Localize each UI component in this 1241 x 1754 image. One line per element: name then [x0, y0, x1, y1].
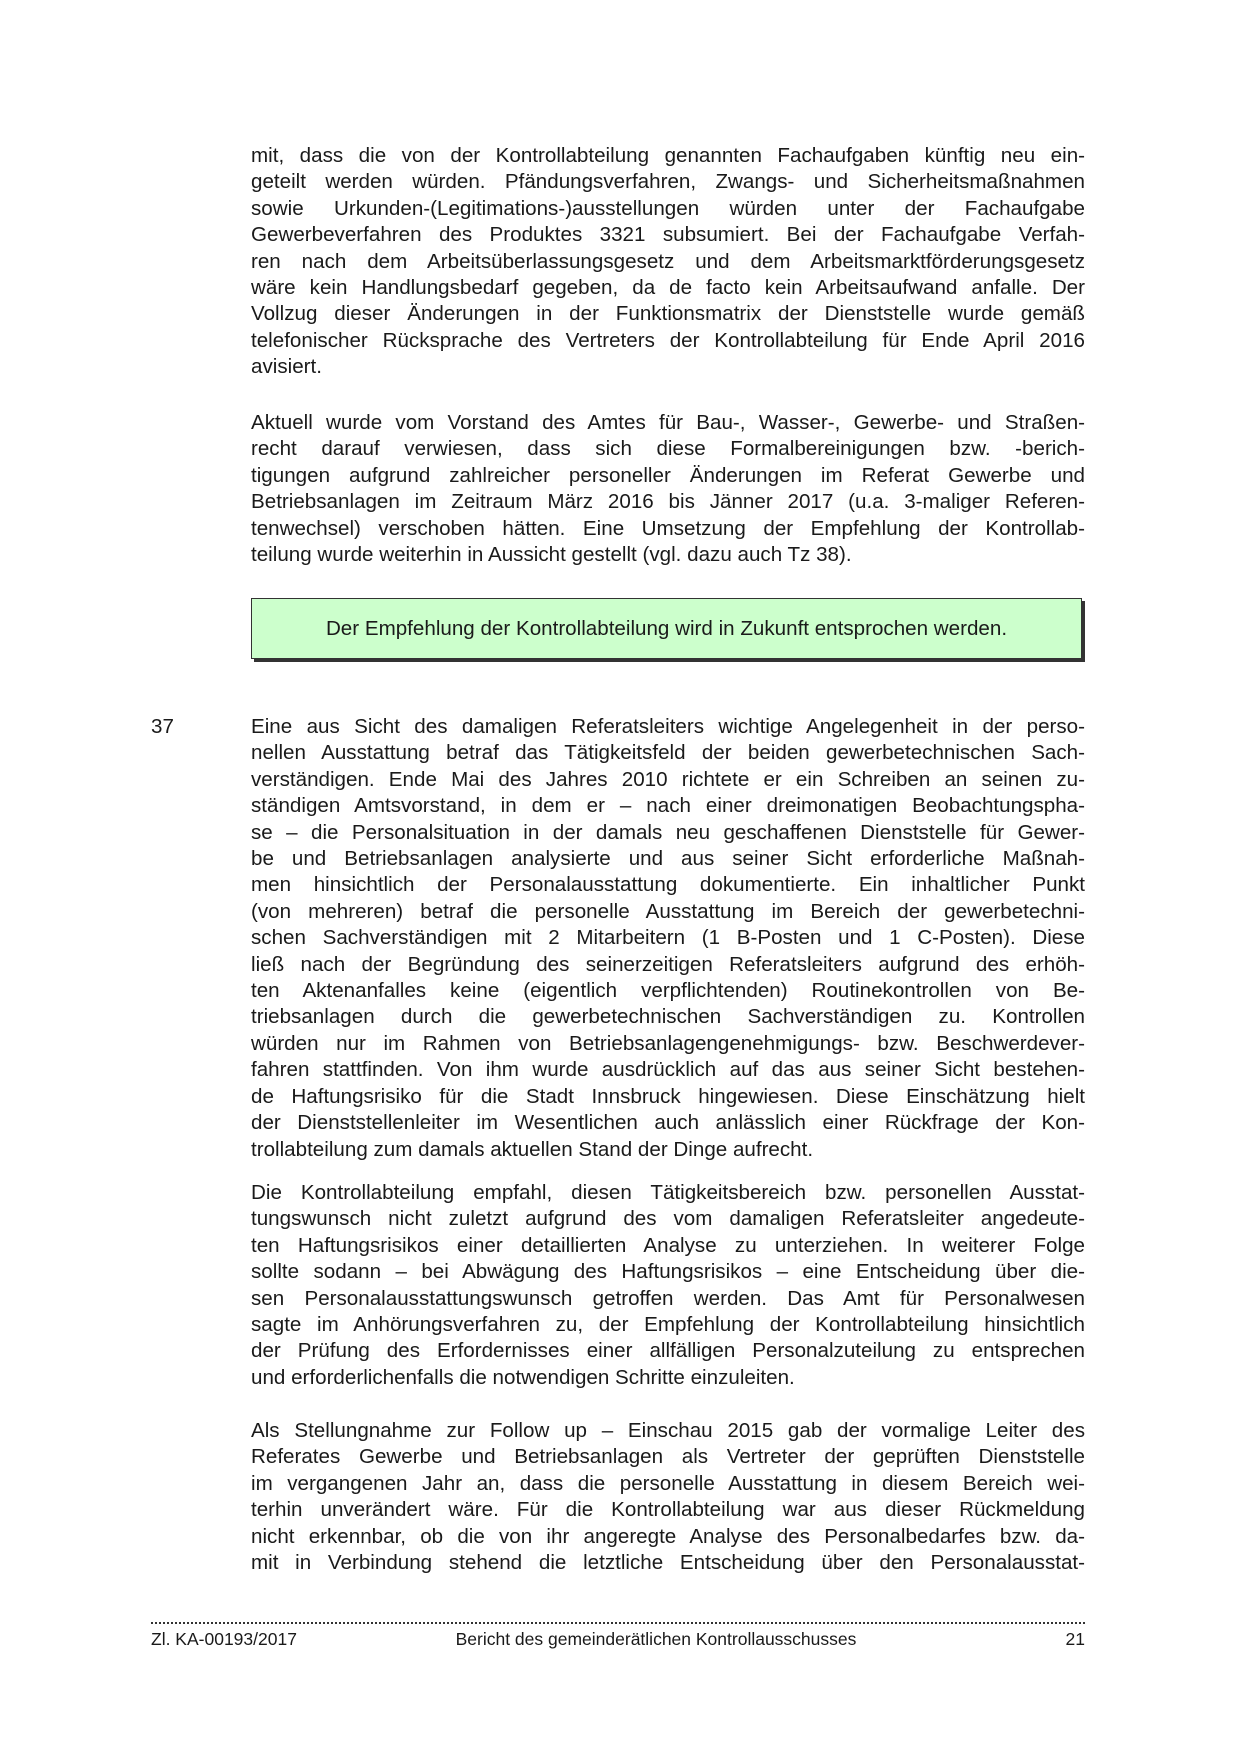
text-line: verständigen. Ende Mai des Jahres 2010 richtete er ein Schreiben an seinen zu-: [251, 767, 1085, 791]
text-line: trollabteilung zum damals aktuellen Stand der Dinge aufrecht.: [251, 1137, 814, 1161]
text-line: tenwechsel) verschoben hätten. Eine Umsetzung der Empfehlung der Kontrollab-: [251, 516, 1085, 540]
text-line: sagte im Anhörungsverfahren zu, der Empfehlung der Kontrollabteilung hinsichtlich: [251, 1313, 1085, 1337]
text-line: Gewerbeverfahren des Produktes 3321 subsumiert. Bei der Fachaufgabe Verfah-: [251, 223, 1085, 247]
text-line: ten Haftungsrisikos einer detaillierten Analyse zu unterziehen. In weiterer Folge: [251, 1233, 1085, 1257]
text-line: mit, dass die von der Kontrollabteilung genannten Fachaufgaben künftig neu ein-: [251, 144, 1085, 167]
callout-text: Der Empfehlung der Kontrollabteilung wird in Zukunft entsprochen werden.: [325, 616, 1008, 640]
text-line: ließ nach der Begründung des seinerzeitigen Referatsleiters aufgrund des erhöh-: [251, 952, 1085, 976]
text-line: der Dienststellenleiter im Wesentlichen auch anlässlich einer Rückfrage der Kon-: [251, 1111, 1085, 1135]
text-line: schen Sachverständigen mit 2 Mitarbeitern (1 B-Posten und 1 C-Posten). Diese: [251, 926, 1085, 950]
text-line: geteilt werden würden. Pfändungsverfahren, Zwangs- und Sicherheitsmaßnahmen: [251, 170, 1085, 194]
text-line: Betriebsanlagen im Zeitraum März 2016 bis Jänner 2017 (u.a. 3-maliger Referen-: [251, 490, 1085, 514]
text-line: recht darauf verwiesen, dass sich diese Formalbereinigungen bzw. -berich-: [251, 437, 1085, 461]
text-line: men hinsichtlich der Personalausstattung dokumentierte. Ein inhaltlicher Punkt: [251, 873, 1085, 897]
text-line: telefonischer Rücksprache des Vertreters der Kontrollabteilung für Ende April 2016: [251, 328, 1085, 352]
recommendation-callout: [251, 598, 1082, 659]
text-line: tigungen aufgrund zahlreicher personeller Änderungen im Referat Gewerbe und: [251, 463, 1085, 487]
text-line: avisiert.: [251, 355, 322, 379]
footer-divider: [151, 1622, 1085, 1624]
text-line: nellen Ausstattung betraf das Tätigkeitsfeld der beiden gewerbetechnischen Sach-: [251, 741, 1085, 765]
text-line: ren nach dem Arbeitsüberlassungsgesetz und dem Arbeitsmarktförderungsgesetz: [251, 249, 1085, 273]
text-line: würden nur im Rahmen von Betriebsanlagengenehmigungs- bzw. Beschwerdever-: [251, 1031, 1085, 1055]
paragraph-2: [251, 410, 1085, 568]
text-line: Referates Gewerbe und Betriebsanlagen als Vertreter der geprüften Dienststelle: [251, 1445, 1085, 1469]
text-line: Als Stellungnahme zur Follow up – Einschau 2015 gab der vormalige Leiter des: [251, 1419, 1085, 1442]
text-line: be und Betriebsanlagen analysierte und aus seiner Sicht erforderliche Maßnah-: [251, 847, 1085, 871]
text-line: wäre kein Handlungsbedarf gegeben, da de facto kein Arbeitsaufwand anfalle. Der: [251, 276, 1085, 300]
text-line: Eine aus Sicht des damaligen Referatsleiters wichtige Angelegenheit in der perso-: [251, 715, 1085, 738]
text-line: de Haftungsrisiko für die Stadt Innsbruck hingewiesen. Diese Einschätzung hielt: [251, 1084, 1085, 1108]
text-line: im vergangenen Jahr an, dass die personelle Ausstattung in diesem Bereich wei-: [251, 1471, 1085, 1495]
footer-title: Bericht des gemeinderätlichen Kontrollausschusses: [455, 1629, 857, 1649]
paragraph-1: [251, 143, 1085, 381]
text-line: sowie Urkunden-(Legitimations-)ausstellungen würden unter der Fachaufgabe: [251, 196, 1085, 220]
paragraph-3: [251, 714, 1085, 1163]
paragraph-4: [251, 1180, 1085, 1391]
text-line: sollte sodann – bei Abwägung des Haftungsrisikos – eine Entscheidung über die-: [251, 1260, 1085, 1284]
text-line: Vollzug dieser Änderungen in der Funktionsmatrix der Dienststelle wurde gemäß: [251, 302, 1085, 326]
text-line: (von mehreren) betraf die personelle Ausstattung im Bereich der gewerbetechni-: [251, 899, 1085, 923]
text-line: nicht erkennbar, ob die von ihr angeregte Analyse des Personalbedarfes bzw. da-: [251, 1524, 1085, 1548]
text-line: tungswunsch nicht zuletzt aufgrund des vom damaligen Referatsleiter angedeute-: [251, 1207, 1085, 1231]
text-line: mit in Verbindung stehend die letztliche Entscheidung über den Personalausstat-: [251, 1551, 1085, 1575]
text-line: sen Personalausstattungswunsch getroffen werden. Das Amt für Personalwesen: [251, 1286, 1085, 1310]
text-line: triebsanlagen durch die gewerbetechnischen Sachverständigen zu. Kontrollen: [251, 1005, 1085, 1029]
paragraph-5: [251, 1418, 1085, 1576]
text-line: fahren stattfinden. Von ihm wurde ausdrücklich auf das aus seiner Sicht bestehen-: [251, 1058, 1085, 1082]
text-line: Die Kontrollabteilung empfahl, diesen Tätigkeitsbereich bzw. personellen Ausstat-: [251, 1181, 1085, 1204]
footer-reference: Zl. KA-00193/2017: [151, 1629, 297, 1649]
text-line: se – die Personalsituation in der damals neu geschaffenen Dienststelle für Gewer-: [251, 820, 1085, 844]
text-line: ten Aktenanfalles keine (eigentlich verpflichtenden) Routinekontrollen von Be-: [251, 979, 1085, 1003]
text-line: ständigen Amtsvorstand, in dem er – nach einer dreimonatigen Beobachtungspha-: [251, 794, 1085, 818]
page-number: 21: [1065, 1629, 1085, 1649]
text-line: und erforderlichenfalls die notwendigen Schritte einzuleiten.: [251, 1365, 795, 1389]
text-line: der Prüfung des Erfordernisses einer allfälligen Personalzuteilung zu entsprechen: [251, 1339, 1085, 1363]
tz-number: 37: [151, 715, 174, 738]
text-line: Aktuell wurde vom Vorstand des Amtes für Bau-, Wasser-, Gewerbe- und Straßen-: [251, 411, 1085, 434]
text-line: teilung wurde weiterhin in Aussicht gestellt (vgl. dazu auch Tz 38).: [251, 543, 852, 567]
text-line: terhin unverändert wäre. Für die Kontrollabteilung war aus dieser Rückmeldung: [251, 1498, 1085, 1522]
